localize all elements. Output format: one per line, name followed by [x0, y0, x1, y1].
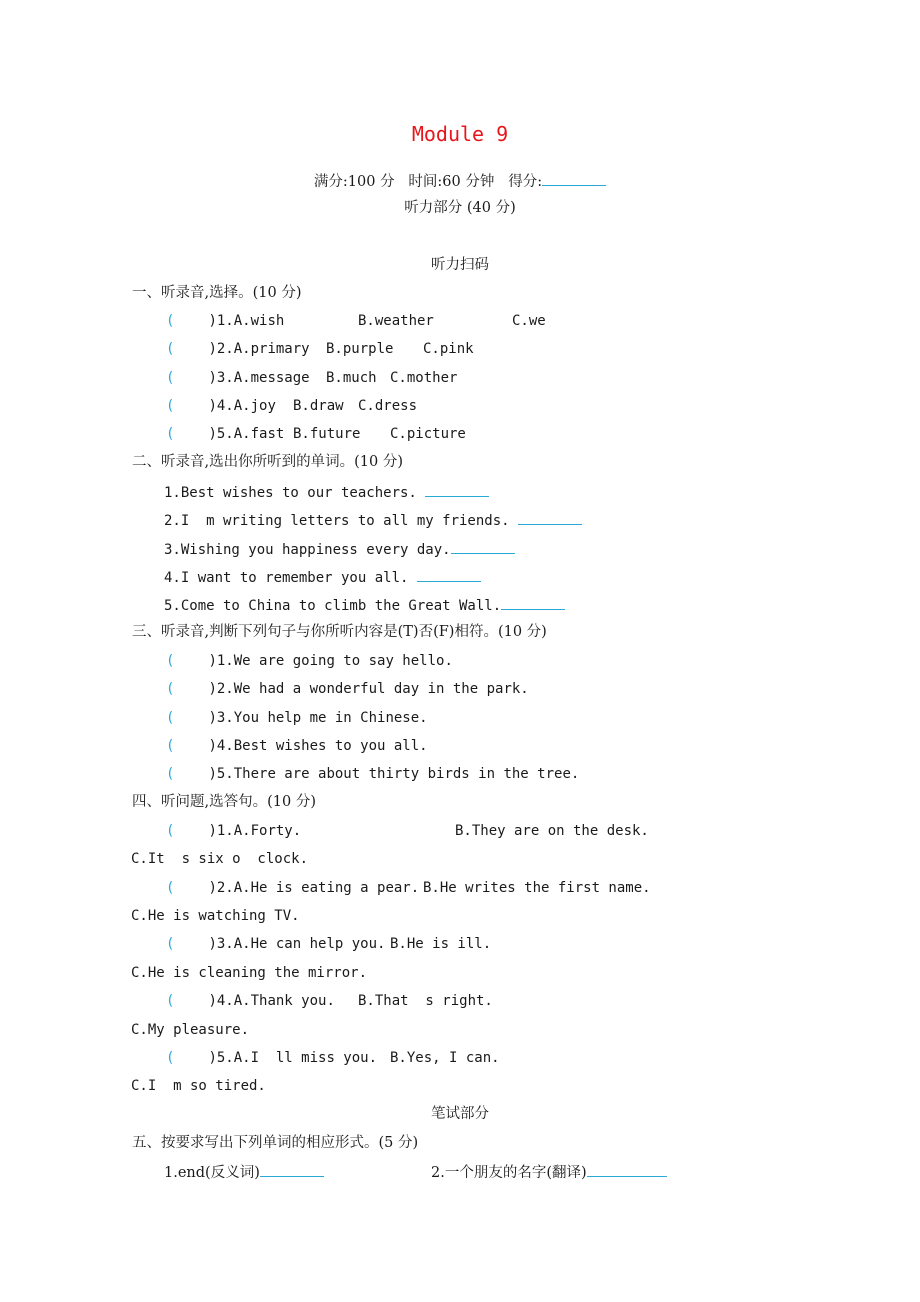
s4-item-3: ( )3.A.He can help you. [166, 936, 386, 952]
answer-blank[interactable] [425, 481, 489, 497]
s1-item-2-b: B.purple [326, 341, 394, 357]
score-info-text: 满分:100 分 时间:60 分钟 得分: [313, 174, 543, 190]
s4-item-1-c: C.It s six o clock. [131, 851, 309, 867]
scan-label: 听力扫码 [431, 257, 489, 273]
answer-paren[interactable]: ( [166, 936, 175, 952]
s4-item-5-b: B.Yes, I can. [390, 1050, 500, 1066]
answer-blank[interactable] [587, 1161, 667, 1177]
s4-item-1: ( )1.A.Forty. [166, 823, 302, 839]
s4-item-2: ( )2.A.He is eating a pear. [166, 880, 420, 896]
s4-item-4-c: C.My pleasure. [131, 1022, 250, 1038]
section-1-heading: 一、听录音,选择。(10 分) [132, 285, 302, 301]
s2-item-1: 1.Best wishes to our teachers. [164, 481, 489, 503]
answer-paren[interactable]: ( [166, 398, 175, 414]
s4-item-5: ( )5.A.I ll miss you. [166, 1050, 378, 1066]
s1-item-3-b: B.much [326, 370, 377, 386]
s3-item-3: ( )3.You help me in Chinese. [166, 710, 428, 726]
section-4-heading: 四、听问题,选答句。(10 分) [132, 794, 316, 810]
s2-item-5: 5.Come to China to climb the Great Wall. [164, 594, 565, 616]
page-title: Module 9 [411, 122, 509, 146]
s3-item-2: ( )2.We had a wonderful day in the park. [166, 681, 529, 697]
answer-paren[interactable]: ( [166, 993, 175, 1009]
section-5-heading: 五、按要求写出下列单词的相应形式。(5 分) [132, 1135, 419, 1151]
answer-paren[interactable]: ( [166, 1050, 175, 1066]
score-blank[interactable] [542, 170, 606, 186]
s1-item-3: ( )3.A.message [166, 370, 310, 386]
answer-blank[interactable] [417, 566, 481, 582]
s4-item-4-b: B.That s right. [358, 993, 493, 1009]
s1-item-2-c: C.pink [423, 341, 474, 357]
answer-paren[interactable]: ( [166, 766, 175, 782]
answer-paren[interactable]: ( [166, 880, 175, 896]
s1-item-4: ( )4.A.joy [166, 398, 276, 414]
answer-blank[interactable] [451, 538, 515, 554]
answer-paren[interactable]: ( [166, 738, 175, 754]
listening-part-heading: 听力部分 (40 分) [404, 200, 516, 216]
answer-paren[interactable]: ( [166, 823, 175, 839]
written-part-heading: 笔试部分 [431, 1106, 489, 1122]
s4-item-2-b: B.He writes the first name. [423, 880, 651, 896]
s2-item-3: 3.Wishing you happiness every day. [164, 538, 515, 560]
s1-item-1-b: B.weather [358, 313, 434, 329]
s4-item-3-b: B.He is ill. [390, 936, 492, 952]
s4-item-1-b: B.They are on the desk. [455, 823, 649, 839]
answer-blank[interactable] [260, 1161, 324, 1177]
answer-blank[interactable] [518, 509, 582, 525]
s2-item-4: 4.I want to remember you all. [164, 566, 481, 588]
s1-item-1-c: C.we [512, 313, 546, 329]
s4-item-2-c: C.He is watching TV. [131, 908, 300, 924]
s1-item-5: ( )5.A.fast [166, 426, 285, 442]
s1-item-3-c: C.mother [390, 370, 458, 386]
s4-item-3-c: C.He is cleaning the mirror. [131, 965, 368, 981]
s3-item-5: ( )5.There are about thirty birds in the tree. [166, 766, 580, 782]
s4-item-5-c: C.I m so tired. [131, 1078, 266, 1094]
s4-item-4: ( )4.A.Thank you. [166, 993, 335, 1009]
s1-item-4-c: C.dress [358, 398, 418, 414]
s5-item-1: 1.end(反义词) [164, 1161, 324, 1183]
score-info [0, 170, 920, 192]
answer-paren[interactable]: ( [166, 710, 175, 726]
s3-item-4: ( )4.Best wishes to you all. [166, 738, 428, 754]
s1-item-5-c: C.picture [390, 426, 466, 442]
answer-paren[interactable]: ( [166, 313, 175, 329]
answer-blank[interactable] [501, 594, 565, 610]
s2-item-2: 2.I m writing letters to all my friends. [164, 509, 582, 531]
s3-item-1: ( )1.We are going to say hello. [166, 653, 453, 669]
answer-paren[interactable]: ( [166, 370, 175, 386]
s1-item-4-b: B.draw [293, 398, 344, 414]
section-3-heading: 三、听录音,判断下列句子与你所听内容是(T)否(F)相符。(10 分) [132, 624, 547, 640]
answer-paren[interactable]: ( [166, 653, 175, 669]
answer-paren[interactable]: ( [166, 426, 175, 442]
answer-paren[interactable]: ( [166, 681, 175, 697]
s5-item-2: 2.一个朋友的名字(翻译) [431, 1161, 667, 1183]
answer-paren[interactable]: ( [166, 341, 175, 357]
s1-item-5-b: B.future [293, 426, 361, 442]
section-2-heading: 二、听录音,选出你所听到的单词。(10 分) [132, 454, 403, 470]
s1-item-1: ( )1.A.wish [166, 313, 285, 329]
s1-item-2: ( )2.A.primary [166, 341, 310, 357]
